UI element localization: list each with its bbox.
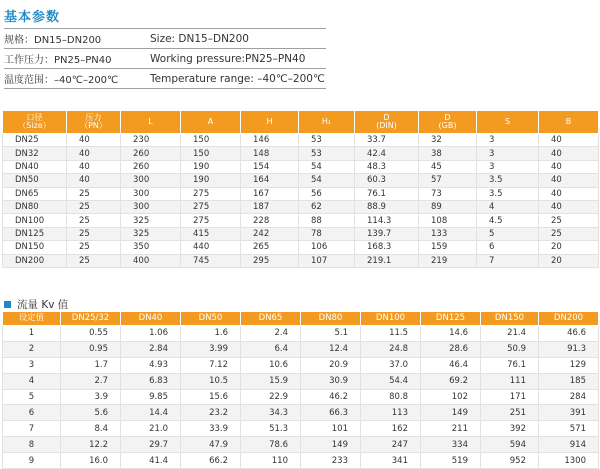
table-cell: 190	[181, 174, 241, 187]
table-cell: 164	[241, 174, 299, 187]
table-cell: 46.6	[539, 326, 599, 342]
table-cell: 190	[181, 160, 241, 173]
kv-header-cell: DN50	[181, 312, 241, 326]
table-cell: 69.2	[421, 373, 481, 389]
table-cell: 150	[181, 147, 241, 160]
table-cell: 251	[481, 405, 539, 421]
table-cell: 4.5	[477, 214, 539, 227]
table-cell: DN25	[3, 134, 67, 147]
table-cell: 25	[67, 214, 121, 227]
table-cell: DN125	[3, 227, 67, 240]
table-cell: 78	[299, 227, 355, 240]
table-cell: 391	[539, 405, 599, 421]
table-cell: 12.4	[301, 341, 361, 357]
section-title-basic-parameters: 基本参数	[4, 10, 61, 25]
table-cell: 571	[539, 421, 599, 437]
table-cell: 2.4	[241, 326, 301, 342]
table-cell: 41.4	[121, 453, 181, 469]
kv-table	[2, 311, 599, 469]
table-cell: 66.2	[181, 453, 241, 469]
table-cell: 54.4	[361, 373, 421, 389]
table-cell: 284	[539, 389, 599, 405]
header-top-label: S	[504, 116, 511, 126]
table-cell: 66.3	[301, 405, 361, 421]
table-cell: 40	[539, 200, 599, 213]
table-row	[3, 160, 599, 173]
table-cell: DN32	[3, 147, 67, 160]
table-cell: 4	[477, 200, 539, 213]
dimensions-table	[2, 110, 599, 268]
table-cell: 211	[421, 421, 481, 437]
table-cell: 113	[361, 405, 421, 421]
table-cell: 3.5	[477, 187, 539, 200]
table-cell: 20	[539, 241, 599, 254]
table-cell: 148	[241, 147, 299, 160]
table-cell: 219	[419, 254, 477, 267]
table-cell: 6	[3, 405, 61, 421]
table-cell: 25	[539, 214, 599, 227]
table-cell: 57	[419, 174, 477, 187]
table-cell: 12.2	[61, 437, 121, 453]
table-cell: DN80	[3, 200, 67, 213]
table-cell: 21.4	[481, 326, 539, 342]
table-row	[3, 174, 599, 187]
table-cell: 40	[539, 187, 599, 200]
table-cell: 50.9	[481, 341, 539, 357]
table-cell: 3.9	[61, 389, 121, 405]
table-cell: 14.6	[421, 326, 481, 342]
header-top-label: 口径	[26, 112, 43, 122]
table-row	[3, 326, 599, 342]
table-row	[3, 405, 599, 421]
table-cell: 233	[301, 453, 361, 469]
table-cell: DN200	[3, 254, 67, 267]
table-cell: 400	[121, 254, 181, 267]
table-cell: 91.3	[539, 341, 599, 357]
table-cell: 88.9	[355, 200, 419, 213]
dimensions-header-cell	[181, 111, 241, 134]
table-cell: 46.2	[301, 389, 361, 405]
spec-size-en: Size: DN15–DN200	[150, 29, 326, 49]
dimensions-header-cell	[3, 111, 67, 134]
table-cell: 260	[121, 160, 181, 173]
table-cell: 260	[121, 147, 181, 160]
table-cell: 54	[299, 174, 355, 187]
table-cell: 40	[539, 174, 599, 187]
table-row	[3, 187, 599, 200]
table-cell: 219.1	[355, 254, 419, 267]
table-cell: 0.55	[61, 326, 121, 342]
table-cell: 228	[241, 214, 299, 227]
table-cell: 76.1	[481, 357, 539, 373]
table-cell: 25	[67, 227, 121, 240]
table-cell: 33.9	[181, 421, 241, 437]
header-top-label: H	[266, 116, 273, 126]
table-cell: 24.8	[361, 341, 421, 357]
table-cell: 519	[421, 453, 481, 469]
kv-header-cell: DN40	[121, 312, 181, 326]
table-cell: 110	[241, 453, 301, 469]
table-cell: 415	[181, 227, 241, 240]
table-row	[3, 437, 599, 453]
table-row	[3, 227, 599, 240]
table-row	[3, 254, 599, 267]
kv-header-cell: 设定值	[3, 312, 61, 326]
table-cell: 25	[67, 254, 121, 267]
table-cell: 1300	[539, 453, 599, 469]
spec-temperature-cn: 温度范围：–40℃–200℃	[4, 69, 150, 89]
table-cell: 325	[121, 227, 181, 240]
kv-header-cell: DN100	[361, 312, 421, 326]
table-cell: 440	[181, 241, 241, 254]
table-cell: 102	[421, 389, 481, 405]
spec-temperature-en: Temperature range: –40℃–200℃	[150, 69, 326, 89]
table-cell: DN40	[3, 160, 67, 173]
table-cell: 54	[299, 160, 355, 173]
table-cell: 107	[299, 254, 355, 267]
table-cell: 392	[481, 421, 539, 437]
table-row	[3, 421, 599, 437]
dimensions-header-cell	[539, 111, 599, 134]
dimensions-header-cell	[419, 111, 477, 134]
table-cell: 25	[67, 241, 121, 254]
table-row	[3, 200, 599, 213]
kv-section-title	[4, 297, 68, 312]
table-cell: 15.9	[241, 373, 301, 389]
table-cell: 2	[3, 341, 61, 357]
dimensions-header-row	[3, 111, 599, 134]
table-cell: 21.0	[121, 421, 181, 437]
table-cell: 350	[121, 241, 181, 254]
header-top-label: A	[207, 116, 214, 126]
table-row	[3, 147, 599, 160]
header-top-label: D	[444, 112, 451, 122]
table-cell: 80.8	[361, 389, 421, 405]
table-cell: 16.0	[61, 453, 121, 469]
dimensions-header-cell	[67, 111, 121, 134]
kv-header-cell: DN25/32	[61, 312, 121, 326]
table-cell: DN150	[3, 241, 67, 254]
table-cell: 37.0	[361, 357, 421, 373]
table-cell: 6	[477, 241, 539, 254]
table-cell: 29.7	[121, 437, 181, 453]
header-bottom-label: （PN）	[80, 121, 107, 130]
table-cell: 334	[421, 437, 481, 453]
table-cell: 1.7	[61, 357, 121, 373]
table-cell: 5.1	[301, 326, 361, 342]
dimensions-header-cell	[477, 111, 539, 134]
table-cell: 28.6	[421, 341, 481, 357]
spec-table	[4, 28, 326, 89]
table-cell: 106	[299, 241, 355, 254]
table-cell: 5	[477, 227, 539, 240]
table-cell: 45	[419, 160, 477, 173]
table-cell: 14.4	[121, 405, 181, 421]
table-cell: 8	[3, 437, 61, 453]
header-top-label: L	[148, 116, 153, 126]
table-cell: 23.2	[181, 405, 241, 421]
table-cell: 159	[419, 241, 477, 254]
table-cell: 8.4	[61, 421, 121, 437]
table-cell: 51.3	[241, 421, 301, 437]
table-cell: 25	[67, 187, 121, 200]
spec-row-pressure	[4, 49, 326, 69]
table-cell: 4.93	[121, 357, 181, 373]
table-cell: 20	[539, 254, 599, 267]
table-cell: 275	[181, 214, 241, 227]
table-cell: 40	[67, 160, 121, 173]
table-cell: 47.9	[181, 437, 241, 453]
table-cell: 88	[299, 214, 355, 227]
table-cell: 22.9	[241, 389, 301, 405]
table-cell: 300	[121, 187, 181, 200]
dimensions-header-cell	[299, 111, 355, 134]
table-cell: 53	[299, 147, 355, 160]
table-cell: 295	[241, 254, 299, 267]
spec-row-size	[4, 29, 326, 49]
kv-header-cell: DN125	[421, 312, 481, 326]
header-top-label: H₁	[321, 116, 332, 126]
table-cell: 952	[481, 453, 539, 469]
table-cell: 247	[361, 437, 421, 453]
table-cell: 594	[481, 437, 539, 453]
table-cell: DN100	[3, 214, 67, 227]
table-cell: 3.5	[477, 174, 539, 187]
table-cell: 15.6	[181, 389, 241, 405]
table-cell: 162	[361, 421, 421, 437]
table-cell: 78.6	[241, 437, 301, 453]
table-row	[3, 389, 599, 405]
table-row	[3, 373, 599, 389]
spec-row-temperature	[4, 69, 326, 89]
header-top-label: B	[565, 116, 572, 126]
table-cell: 10.5	[181, 373, 241, 389]
header-top-label: D	[383, 112, 390, 122]
dimensions-header-cell	[121, 111, 181, 134]
table-cell: 9	[3, 453, 61, 469]
table-row	[3, 341, 599, 357]
kv-header-cell: DN150	[481, 312, 539, 326]
table-cell: 167	[241, 187, 299, 200]
table-cell: 108	[419, 214, 477, 227]
table-cell: 60.3	[355, 174, 419, 187]
table-cell: 149	[301, 437, 361, 453]
table-cell: DN65	[3, 187, 67, 200]
table-cell: 6.4	[241, 341, 301, 357]
kv-title-text: 流量 Kv 值	[17, 299, 69, 311]
kv-header-cell: DN200	[539, 312, 599, 326]
spec-pressure-cn: 工作压力：PN25–PN40	[4, 49, 150, 69]
header-bottom-label: （Size）	[18, 121, 51, 130]
kv-header-cell: DN65	[241, 312, 301, 326]
table-cell: 171	[481, 389, 539, 405]
kv-header-cell: DN80	[301, 312, 361, 326]
table-cell: 25	[539, 227, 599, 240]
table-cell: 150	[181, 134, 241, 147]
table-cell: 6.83	[121, 373, 181, 389]
table-cell: 745	[181, 254, 241, 267]
table-cell: 1.06	[121, 326, 181, 342]
table-cell: 1	[3, 326, 61, 342]
table-cell: 2.84	[121, 341, 181, 357]
table-cell: 56	[299, 187, 355, 200]
table-cell: 146	[241, 134, 299, 147]
table-cell: 9.85	[121, 389, 181, 405]
table-cell: 7	[477, 254, 539, 267]
table-cell: 275	[181, 187, 241, 200]
table-cell: 0.95	[61, 341, 121, 357]
table-cell: 40	[539, 147, 599, 160]
table-cell: 3	[477, 147, 539, 160]
table-cell: 129	[539, 357, 599, 373]
table-cell: 242	[241, 227, 299, 240]
table-cell: 265	[241, 241, 299, 254]
table-cell: 62	[299, 200, 355, 213]
table-row	[3, 214, 599, 227]
table-cell: 38	[419, 147, 477, 160]
table-cell: 300	[121, 200, 181, 213]
table-cell: 1.6	[181, 326, 241, 342]
table-cell: 341	[361, 453, 421, 469]
table-cell: 40	[539, 134, 599, 147]
table-cell: 34.3	[241, 405, 301, 421]
square-bullet-icon	[4, 301, 11, 308]
table-cell: 73	[419, 187, 477, 200]
table-row	[3, 357, 599, 373]
table-cell: 10.6	[241, 357, 301, 373]
header-top-label: 压力	[85, 112, 102, 122]
table-cell: 2.7	[61, 373, 121, 389]
table-cell: 3	[3, 357, 61, 373]
table-cell: 40	[67, 134, 121, 147]
table-cell: 11.5	[361, 326, 421, 342]
table-cell: 914	[539, 437, 599, 453]
dimensions-header-cell	[355, 111, 419, 134]
table-cell: 275	[181, 200, 241, 213]
table-cell: DN50	[3, 174, 67, 187]
table-cell: 30.9	[301, 373, 361, 389]
table-cell: 168.3	[355, 241, 419, 254]
table-cell: 7	[3, 421, 61, 437]
table-cell: 139.7	[355, 227, 419, 240]
table-cell: 3	[477, 160, 539, 173]
table-cell: 154	[241, 160, 299, 173]
table-cell: 3.99	[181, 341, 241, 357]
kv-header-row	[3, 312, 599, 326]
table-cell: 3	[477, 134, 539, 147]
table-cell: 89	[419, 200, 477, 213]
table-row	[3, 241, 599, 254]
table-cell: 40	[67, 147, 121, 160]
table-cell: 42.4	[355, 147, 419, 160]
table-cell: 46.4	[421, 357, 481, 373]
table-cell: 20.9	[301, 357, 361, 373]
table-cell: 187	[241, 200, 299, 213]
table-cell: 5	[3, 389, 61, 405]
table-cell: 76.1	[355, 187, 419, 200]
table-cell: 48.3	[355, 160, 419, 173]
spec-pressure-en: Working pressure:PN25–PN40	[150, 49, 326, 69]
table-cell: 230	[121, 134, 181, 147]
table-cell: 149	[421, 405, 481, 421]
table-cell: 300	[121, 174, 181, 187]
table-cell: 111	[481, 373, 539, 389]
table-cell: 133	[419, 227, 477, 240]
table-cell: 32	[419, 134, 477, 147]
table-cell: 7.12	[181, 357, 241, 373]
table-cell: 185	[539, 373, 599, 389]
table-cell: 4	[3, 373, 61, 389]
table-cell: 25	[67, 200, 121, 213]
table-cell: 325	[121, 214, 181, 227]
table-cell: 40	[539, 160, 599, 173]
table-cell: 101	[301, 421, 361, 437]
header-bottom-label: (DIN)	[376, 121, 397, 130]
table-cell: 114.3	[355, 214, 419, 227]
table-cell: 40	[67, 174, 121, 187]
table-cell: 53	[299, 134, 355, 147]
table-cell: 33.7	[355, 134, 419, 147]
table-row	[3, 453, 599, 469]
dimensions-header-cell	[241, 111, 299, 134]
table-row	[3, 134, 599, 147]
header-bottom-label: (GB)	[438, 121, 457, 130]
table-cell: 5.6	[61, 405, 121, 421]
spec-size-cn: 规格：DN15–DN200	[4, 29, 150, 49]
